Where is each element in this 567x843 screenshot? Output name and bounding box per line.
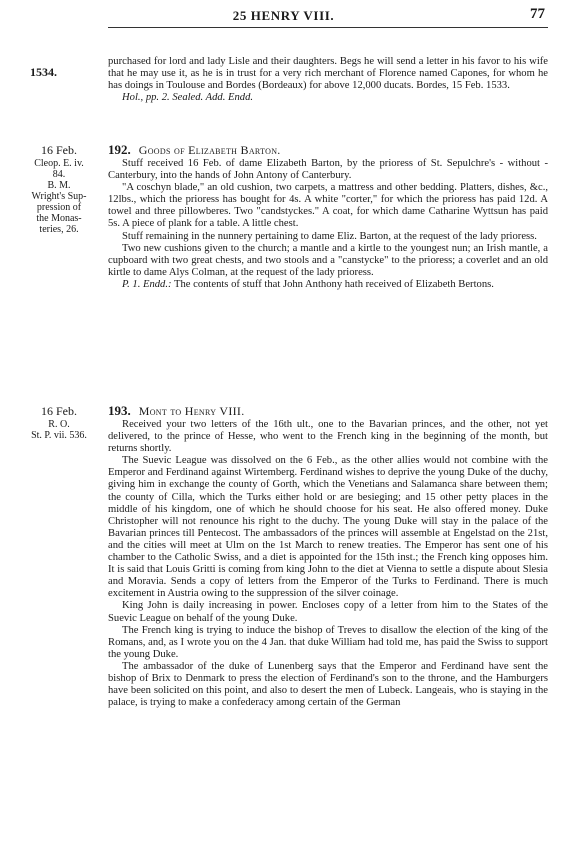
entry-193-para-3: King John is daily increasing in power. Encloses copy of a letter from him to the States of the Suevic League on behalf of the young Duke.	[108, 600, 548, 624]
entry-192-ref-1: Cleop. E. iv.	[34, 158, 84, 169]
running-header	[0, 6, 567, 28]
entry-192-ref-4: Wright's Sup-	[31, 191, 87, 202]
entry-193-para-1: Received your two letters of the 16th ult., one to the Bavarian princes, and the other, not yet delivered, to the prince of Hesse, who went to the French king in the beginning of the month, but returns shortly.	[108, 419, 548, 455]
entry-193-para-2: The Suevic League was dissolved on the 6 Feb., as the other allies would not combine with the Emperor and Ferdinand against Wirtemberg. Ferdinand wishes to deprive the young Duke of the duchy, giving him in exchange the county of Gorth, which the Venetians and Salamanca share between them; the county of Cilla, which the Turks either hold or are besieging; and 15 other petty places in the middle of his kingdom, one of which he should choose for his seat. He also offered money. Duke Christopher will not renounce his right to the duchy. The young Duke will stay in the palace of the Bavarian princes till Pentecost. The ambassadors of the princes will assemble at Engelstad on the 21st, and the cities will meet at Ulm on the 1st March to renew treaties. The Emperor has sent one of his chamber to the Catholic Swiss, and a diet is appointed for the 15th inst.; the French king opposes him. It is said that Louis Gritti is coming from king John to the diet at Vienna to settle a dispute about Slesia and Moravia. Sends a copy of letters from the Emperor of the Turks to Ferdinand. There is much excitement in Austria owing to the suppression of the silver coinage.	[108, 455, 548, 600]
continuation-note: Hol., pp. 2. Sealed. Add. Endd.	[122, 92, 254, 104]
header-rule	[108, 27, 548, 28]
entry-192-note	[108, 279, 548, 291]
page-number: 77	[530, 6, 545, 22]
entry-192-para-2: "A coschyn blade," an old cushion, two carpets, a mattress and other bedding. Platters, dishes, &c., 12lbs., which the prioress has bought for 4s. A white "corter," for which the prioress has paid 12d. A towel and three pillowberes. Two "candstyckes." A coat, for which dame Catharine Wyttsun has paid 5s. A piece of plank for a table. A little chest.	[108, 182, 548, 230]
margin-year: 1534.	[30, 65, 57, 79]
entry-193-number: 193.	[108, 403, 131, 418]
entry-192-ref-6: the Monas-	[36, 213, 82, 224]
entry-192-margin	[18, 143, 100, 235]
entry-192-ref-3: B. M.	[47, 180, 71, 191]
entry-192-para-4: Two new cushions given to the church; a mantle and a kirtle to the youngest nun; an Irish mantle, a cupboard with two great chests, and two stools and a "canstycke" to the prioress; a coverlet and an old kirtle to dame Alys Colman, at the request of the lady prioress.	[108, 242, 548, 278]
entry-192-title: Goods of Elizabeth Barton.	[138, 143, 281, 157]
entry-continuation	[108, 56, 548, 104]
entry-192-ref-2: 84.	[52, 169, 66, 180]
entry-192-para-3: Stuff remaining in the nunnery pertaining to dame Eliz. Barton, at the request of the lady prioress.	[122, 230, 537, 242]
entry-193	[108, 404, 548, 709]
entry-193-ref-2: St. P. vii. 536.	[31, 430, 87, 441]
continuation-text: purchased for lord and lady Lisle and their daughters. Begs he will send a letter in his favor to his wife that he may use it, as he is in trust for a very rich merchant of Florence named Capones, for whom he has doings in Toulouse and Bordes (Bordeaux) for above 12,000 ducats. Bordes, 15 Feb. 1533.	[108, 56, 548, 92]
entry-192-heading	[108, 143, 548, 157]
entry-192-date: 16 Feb.	[41, 143, 77, 157]
entry-192-ref-5: pression of	[36, 202, 82, 213]
entry-193-ref-1: R. O.	[48, 419, 70, 430]
entry-192-para-1: Stuff received 16 Feb. of dame Elizabeth Barton, by the prioress of St. Sepulchre's - without - Canterbury, into the hands of John Antony of Canterbury.	[108, 158, 548, 182]
entry-193-date: 16 Feb.	[41, 404, 77, 418]
entry-192-note-text: The contents of stuff that John Anthony hath received of Elizabeth Bertons.	[171, 278, 494, 290]
entry-192-ref-7: teries, 26.	[39, 224, 79, 235]
entry-193-heading	[108, 404, 548, 418]
entry-193-para-4: The French king is trying to induce the bishop of Treves to disallow the election of the king of the Romans, and, as I wrote you on the 4 Jan. that duke William had told me, has paid the Swiss to support the young Duke.	[108, 624, 548, 660]
entry-192-number: 192.	[108, 142, 131, 157]
entry-192-note-label: P. 1. Endd.:	[122, 278, 172, 290]
entry-193-title: Mont to Henry VIII.	[138, 404, 245, 418]
entry-193-margin	[18, 404, 100, 441]
entry-193-para-5: The ambassador of the duke of Lunenberg says that the Emperor and Ferdinand have sent the bishop of Brix to Denmark to press the election of Ferdinand's son to the throne, and the Hamburgers have been solicited on this point, and also to desert the men of Lubeck. Langeais, who is staying in the palace, is trying to make a confederacy among certain of the German	[108, 660, 548, 709]
header-title: 25 HENRY VIII.	[232, 8, 335, 23]
entry-192	[108, 143, 548, 291]
